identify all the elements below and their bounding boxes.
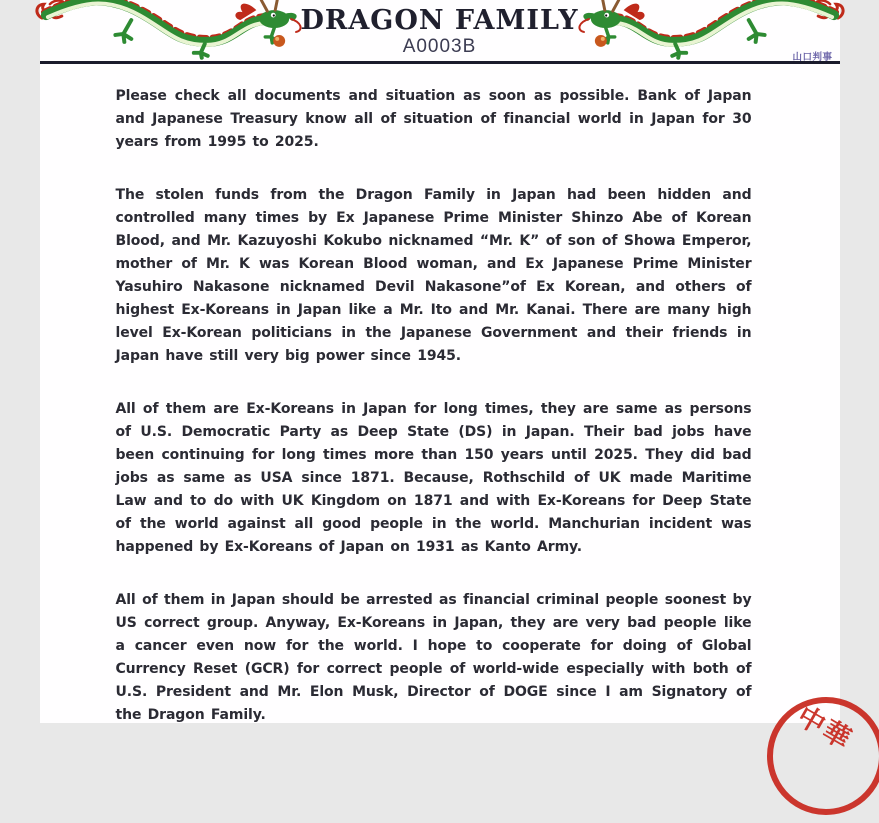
letterhead [40,0,840,64]
seal-text: 中華 [791,700,857,757]
paragraph-3: All of them are Ex-Koreans in Japan for long times, they are same as persons of U.S. Democratic Party as Deep State (DS) in Japan. Their bad jobs have been continuing for long times more than 150 years until 2025. They did bad jobs as same as USA since 1871. Because, Rothschild of UK made Maritime Law and to do with UK Kingdom on 1871 and with Ex-Koreans for Deep State of the world against all good people in the world. Manchurian incident was happened by Ex-Koreans of Japan on 1931 as Kanto Army. [115,401,752,555]
title-block [40,6,840,58]
letter-body [40,64,840,727]
scanned-letter-page [40,0,857,757]
paragraph-2: The stolen funds from the Dragon Family in Japan had been hidden and controlled many times by Ex Japanese Prime Minister Shinzo Abe of Korean Blood, and Mr. Kazuyoshi Kokubo nicknamed “Mr. K” of son of Showa Emperor, mother of Mr. K was Korean Blood woman, and Ex Japanese Prime Minister Yasuhiro Nakasone nicknamed Devil Nakasone”of Ex Korean, and others of highest Ex-Koreans in Japan like a Mr. Ito and Mr. Kanai. There are many high level Ex-Korean politicians in the Japanese Government and their friends in Japan have still very big power since 1945. [115,187,752,364]
paragraph-4: All of them in Japan should be arrested as financial criminal people soonest by US correct group. Anyway, Ex-Koreans in Japan, they are very bad people like a cancer even now for the world. I hope to cooperate for doing of Global Currency Reset (GCR) for correct people of world-wide especially with both of U.S. President and Mr. Elon Musk, Director of DOGE since I am Signatory of the Dragon Family. [115,592,752,723]
paragraph-1: Please check all documents and situation as soon as possible. Bank of Japan and Japanese Treasury know all of situation of financial world in Japan for 30 years from 1995 to 2025. [115,88,752,150]
document-number: A0003B [402,36,477,57]
page-title: DRAGON FAMILY [300,5,579,36]
handwritten-name-note: 山口判事 [792,52,833,63]
